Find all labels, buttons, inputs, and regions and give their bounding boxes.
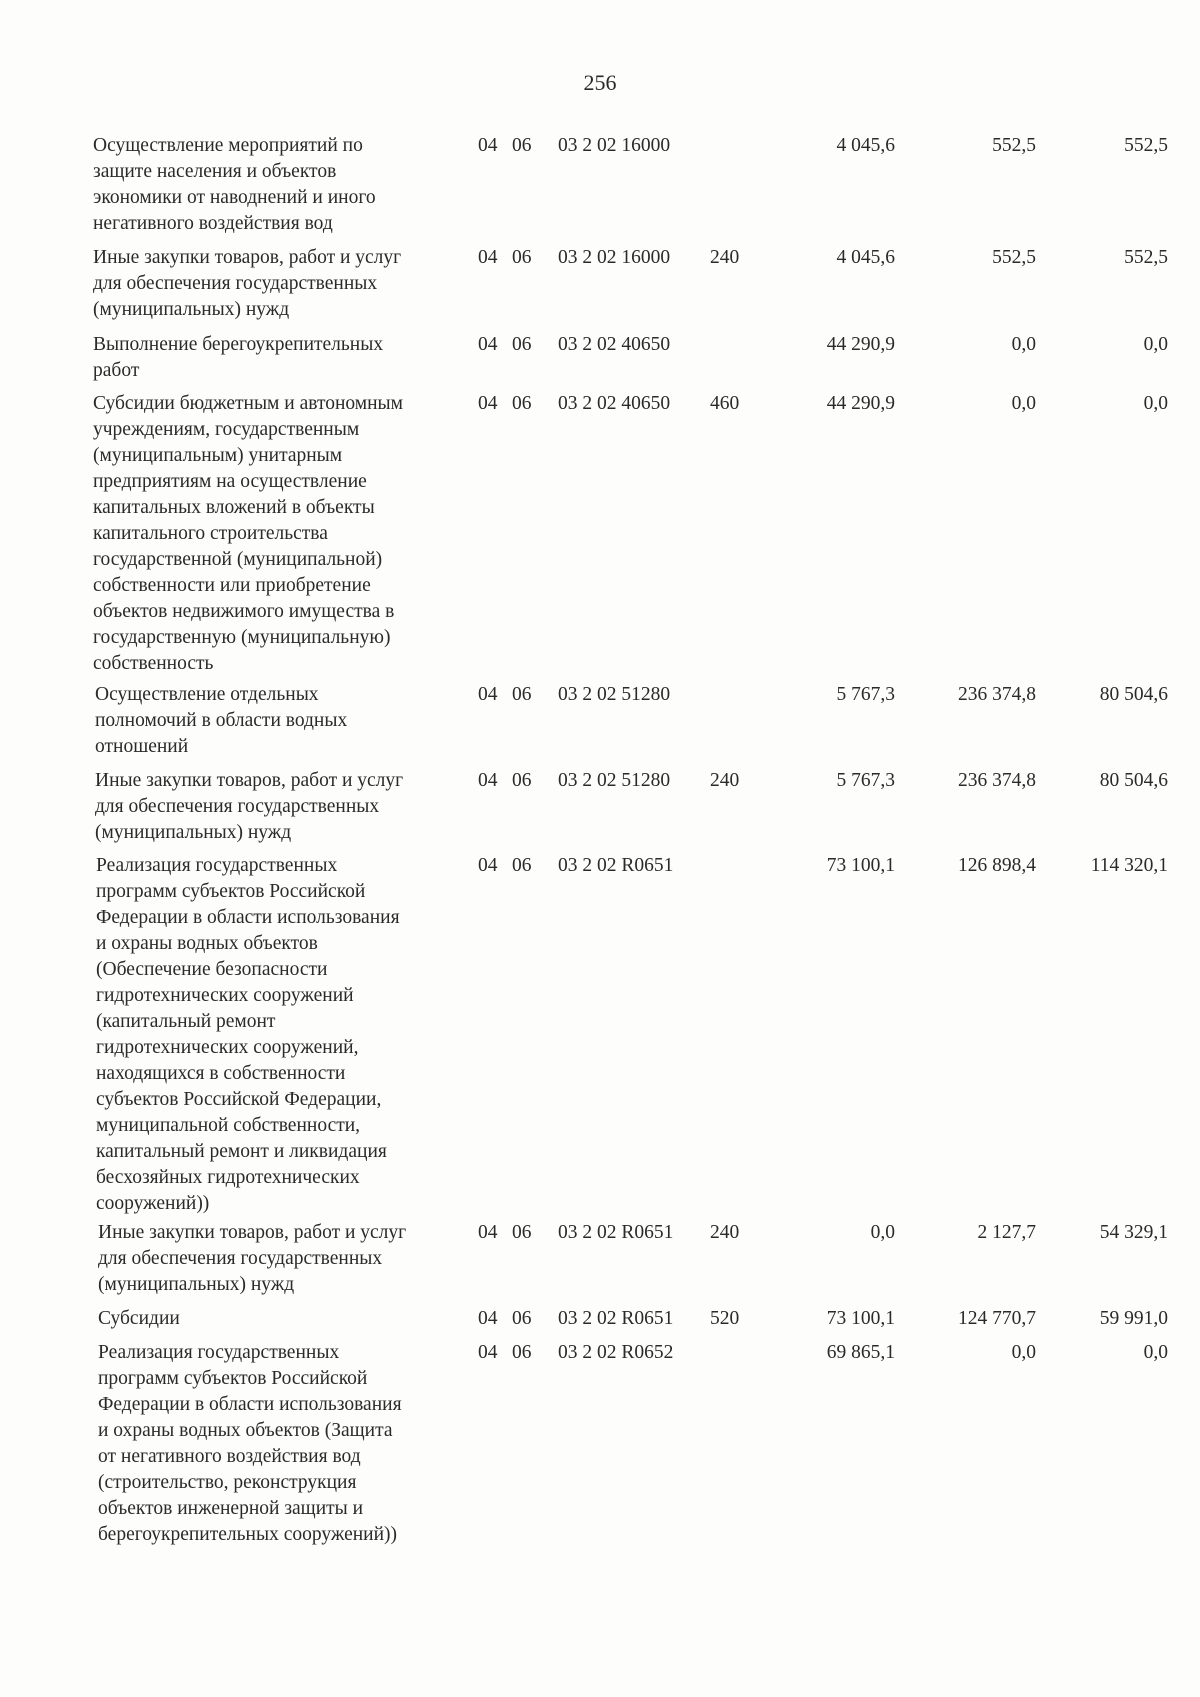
row-value-2: 552,5 <box>992 247 1036 268</box>
row-value-3: 59 991,0 <box>1099 1308 1168 1329</box>
row-subsection: 06 <box>512 855 532 876</box>
row-subsection: 06 <box>512 684 532 705</box>
row-section: 04 <box>478 1308 498 1329</box>
row-value-1: 5 767,3 <box>836 684 895 705</box>
row-name: Реализация государственных программ субъектов Российской Федерации в области использования и охраны водных объектов (Защита от негативного воздействия вод (строительство, реконструкция объектов инженерной защиты и берегоукрепительных сооружений)) <box>98 1342 402 1545</box>
row-value-2: 126 898,4 <box>958 855 1036 876</box>
row-name: Осуществление отдельных полномочий в области водных отношений <box>95 684 348 757</box>
row-value-2: 124 770,7 <box>958 1308 1036 1329</box>
row-value-3: 80 504,6 <box>1099 684 1168 705</box>
row-value-2: 236 374,8 <box>958 684 1036 705</box>
row-subsection: 06 <box>512 135 532 156</box>
row-section: 04 <box>478 684 498 705</box>
row-value-3: 0,0 <box>1143 1342 1168 1363</box>
row-value-2: 0,0 <box>1011 1342 1036 1363</box>
row-value-1: 44 290,9 <box>826 393 895 414</box>
row-section: 04 <box>478 855 498 876</box>
row-value-3: 114 320,1 <box>1090 855 1168 876</box>
row-target-code: 03 2 02 R0652 <box>558 1342 674 1363</box>
row-target-code: 03 2 02 R0651 <box>558 1308 674 1329</box>
page-number: 256 <box>583 70 617 95</box>
row-section: 04 <box>478 334 498 355</box>
row-subsection: 06 <box>512 1342 532 1363</box>
row-value-2: 552,5 <box>992 135 1036 156</box>
row-target-code: 03 2 02 51280 <box>558 684 671 705</box>
row-target-code: 03 2 02 R0651 <box>558 855 674 876</box>
row-expense-type: 460 <box>710 393 740 414</box>
row-section: 04 <box>478 1222 498 1243</box>
row-target-code: 03 2 02 16000 <box>558 135 671 156</box>
row-value-1: 4 045,6 <box>836 247 895 268</box>
row-value-1: 73 100,1 <box>826 1308 895 1329</box>
row-value-3: 552,5 <box>1124 135 1168 156</box>
row-subsection: 06 <box>512 1308 532 1329</box>
row-name: Субсидии <box>98 1308 180 1329</box>
row-subsection: 06 <box>512 247 532 268</box>
row-expense-type: 520 <box>710 1308 740 1329</box>
row-subsection: 06 <box>512 334 532 355</box>
row-section: 04 <box>478 135 498 156</box>
row-section: 04 <box>478 393 498 414</box>
row-value-2: 236 374,8 <box>958 770 1036 791</box>
row-value-3: 552,5 <box>1124 247 1168 268</box>
row-value-3: 54 329,1 <box>1099 1222 1168 1243</box>
row-name: Выполнение берегоукрепительных работ <box>93 334 384 381</box>
row-expense-type: 240 <box>710 770 740 791</box>
row-target-code: 03 2 02 51280 <box>558 770 671 791</box>
row-target-code: 03 2 02 40650 <box>558 393 671 414</box>
row-name: Иные закупки товаров, работ и услуг для обеспечения государственных (муниципальных) нужд <box>98 1222 407 1295</box>
row-value-2: 0,0 <box>1011 393 1036 414</box>
row-value-1: 0,0 <box>870 1222 895 1243</box>
row-name: Реализация государственных программ субъектов Российской Федерации в области использования и охраны водных объектов (Обеспечение безопасности гидротехнических сооружений (капитальный ремонт гидротехнических сооружений, находящихся в собственности субъектов Российской Федерации, муниципальной собственности, капитальный ремонт и ликвидация бесхозяйных гидротехнических сооружений)) <box>96 855 400 1214</box>
row-value-1: 5 767,3 <box>836 770 895 791</box>
row-expense-type: 240 <box>710 1222 740 1243</box>
row-value-1: 44 290,9 <box>826 334 895 355</box>
row-value-3: 0,0 <box>1143 393 1168 414</box>
row-section: 04 <box>478 770 498 791</box>
row-value-1: 73 100,1 <box>826 855 895 876</box>
row-subsection: 06 <box>512 1222 532 1243</box>
row-value-3: 0,0 <box>1143 334 1168 355</box>
row-value-1: 4 045,6 <box>836 135 895 156</box>
row-subsection: 06 <box>512 770 532 791</box>
row-name: Иные закупки товаров, работ и услуг для обеспечения государственных (муниципальных) нужд <box>95 770 404 843</box>
row-target-code: 03 2 02 40650 <box>558 334 671 355</box>
row-target-code: 03 2 02 R0651 <box>558 1222 674 1243</box>
row-name: Субсидии бюджетным и автономным учреждениям, государственным (муниципальным) унитарным предприятиям на осуществление капитальных вложений в объекты капитального строительства государственной (муниципальной) собственности или приобретение объектов недвижимого имущества в государственную (муниципальную) собственность <box>93 393 403 674</box>
row-target-code: 03 2 02 16000 <box>558 247 671 268</box>
row-expense-type: 240 <box>710 247 740 268</box>
row-name: Иные закупки товаров, работ и услуг для обеспечения государственных (муниципальных) нужд <box>93 247 402 320</box>
row-subsection: 06 <box>512 393 532 414</box>
row-section: 04 <box>478 247 498 268</box>
row-value-1: 69 865,1 <box>826 1342 895 1363</box>
row-value-2: 0,0 <box>1011 334 1036 355</box>
row-value-3: 80 504,6 <box>1099 770 1168 791</box>
row-section: 04 <box>478 1342 498 1363</box>
row-value-2: 2 127,7 <box>977 1222 1036 1243</box>
row-name: Осуществление мероприятий по защите населения и объектов экономики от наводнений и иного негативного воздействия вод <box>93 135 376 234</box>
